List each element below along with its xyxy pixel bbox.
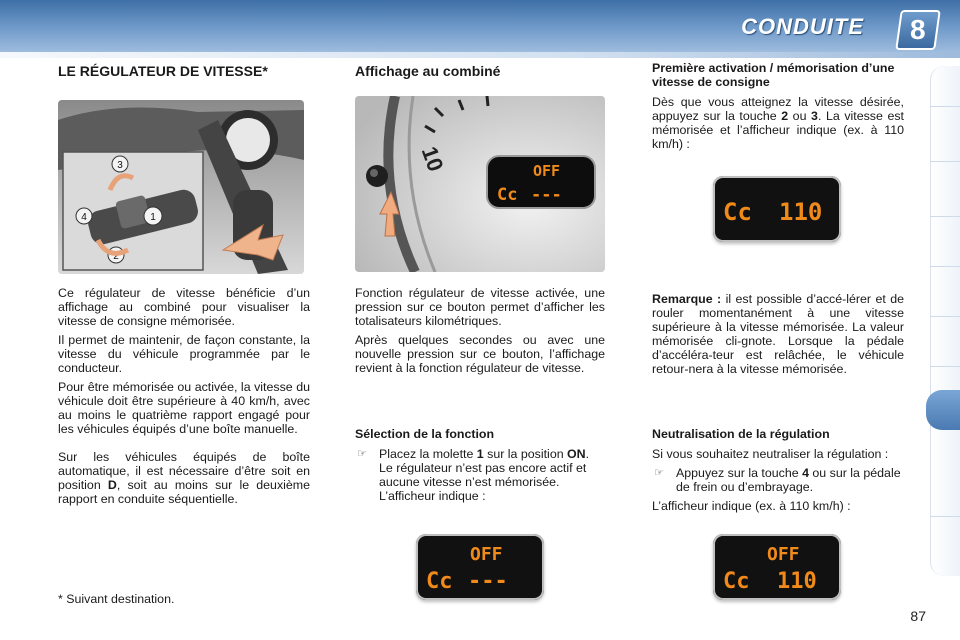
lcd-svg: [416, 534, 544, 600]
remark-block: [652, 292, 904, 381]
callout-1: 1: [150, 212, 156, 223]
lcd-cc-text: Cc: [723, 198, 752, 226]
subsection-title: Neutralisation de la régulation: [652, 427, 830, 441]
column-2-text: [355, 286, 605, 380]
callout-2: 2: [113, 251, 119, 262]
footnote: * Suivant destination.: [58, 592, 175, 606]
lcd-cc-text: Cc: [723, 569, 750, 594]
lcd-off-text: OFF: [767, 544, 800, 565]
pointing-hand-icon: ☞: [357, 447, 367, 460]
side-tab-divider: [930, 266, 960, 267]
section-title: Affichage au combiné: [355, 63, 501, 79]
column-1: [58, 62, 310, 80]
paragraph: Fonction régulateur de vitesse activée, une pression sur ce bouton permet d’afficher les totalisateurs kilométriques.: [355, 286, 605, 328]
side-tab-divider: [930, 316, 960, 317]
instrument-cluster-photo: [355, 96, 605, 272]
lcd-display-off-110: [713, 534, 841, 600]
neutralisation-section: [652, 428, 904, 518]
callout-4: 4: [81, 212, 87, 223]
paragraph: Après quelques secondes ou avec une nouvelle pression sur ce bouton, l’affichage revient à la fonction régulateur de vitesse.: [355, 333, 605, 375]
chapter-number: 8: [910, 14, 926, 45]
paragraph: Il permet de maintenir, de façon constante, la vitesse du véhicule programmée par le conducteur.: [58, 333, 310, 375]
chapter-number-badge: [895, 10, 941, 50]
lcd-dashes-text: ---: [468, 569, 508, 594]
stalk-illustration: [58, 100, 304, 274]
side-tab-divider: [930, 366, 960, 367]
column-2: [355, 62, 605, 80]
section-title: LE RÉGULATEUR DE VITESSE*: [58, 63, 268, 79]
callout-3: 3: [117, 160, 123, 171]
page-number: 87: [910, 608, 926, 624]
gauge-number: 10: [416, 143, 449, 175]
paragraph: Si vous souhaitez neutraliser la régulation :: [652, 446, 889, 461]
lcd-cc-text: Cc: [426, 569, 453, 594]
lcd-display-off-dashes: [416, 534, 544, 600]
cluster-lcd-dashes: ---: [531, 185, 562, 205]
side-tab-rail: [930, 66, 960, 576]
selection-section: [355, 428, 605, 508]
header-stripe: [0, 52, 960, 58]
side-tab-divider: [930, 161, 960, 162]
paragraph: Sur les véhicules équipés de boîte automatique, il est nécessaire d’être soit en position D, soit au moins sur le deuxième rapport en conduite séquentielle.: [58, 450, 311, 506]
lcd-display-cc-110: [713, 176, 841, 242]
footnote-block: [58, 592, 310, 606]
paragraph: Pour être mémorisée ou activée, la vitesse du véhicule doit être supérieure à 40 km/h, avec au moins le quatrième rapport engagé pour les véhicules équipés d’une boîte manuelle.: [58, 380, 310, 436]
instruction-bullet: ☞ Appuyez sur la touche 4 ou sur la pédale de frein ou d’embrayage.: [654, 465, 901, 494]
lcd-svg: [713, 176, 841, 242]
paragraph: Dès que vous atteignez la vitesse désirée, appuyez sur la touche 2 ou 3. La vitesse est mémorisée et l’afficheur indique (ex. à 110 km/h) :: [652, 95, 904, 151]
instruction-bullet: ☞ Placez la molette 1 sur la position ON. Le régulateur n’est pas encore actif et aucune vitesse n’est mémorisée. L’afficheur indique :: [355, 447, 605, 503]
cruise-control-stalk-photo: [58, 100, 304, 274]
cluster-illustration: [355, 96, 605, 272]
lcd-speed-text: 110: [777, 569, 817, 594]
chapter-title: CONDUITE: [741, 14, 864, 39]
lcd-off-text: OFF: [470, 544, 503, 565]
page-header: [0, 0, 960, 58]
side-tab-active[interactable]: [926, 390, 960, 430]
paragraph: Ce régulateur de vitesse bénéficie d’un affichage au combiné pour visualiser la vitesse de consigne mémorisée.: [58, 286, 310, 328]
lcd-svg: [713, 534, 841, 600]
cluster-lcd-cc: Cc: [497, 185, 518, 205]
column-3: [652, 62, 904, 156]
pointing-hand-icon: ☞: [654, 466, 664, 479]
subsection-title: Sélection de la fonction: [355, 427, 495, 441]
column-1-text: [58, 286, 310, 511]
subsection-title: Première activation / mémorisation d’une vitesse de consigne: [652, 61, 895, 89]
side-tab-divider: [930, 106, 960, 107]
cluster-lcd-off: OFF: [533, 162, 561, 180]
lcd-speed-text: 110: [779, 198, 823, 226]
remark-paragraph: Remarque : il est possible d’accé-lérer et de rouler momentanément à une vitesse supérieure à la vitesse mémorisée. La valeur mémorisée cli-gnote. Lorsque la pédale d’accéléra-teur est relâchée, le véhicule retour-nera à la vitesse mémorisée.: [652, 292, 905, 376]
side-tab-divider: [930, 216, 960, 217]
paragraph: L’afficheur indique (ex. à 110 km/h) :: [652, 498, 851, 513]
display-intro: L’afficheur indique :: [379, 488, 486, 503]
side-tab-divider: [930, 516, 960, 517]
